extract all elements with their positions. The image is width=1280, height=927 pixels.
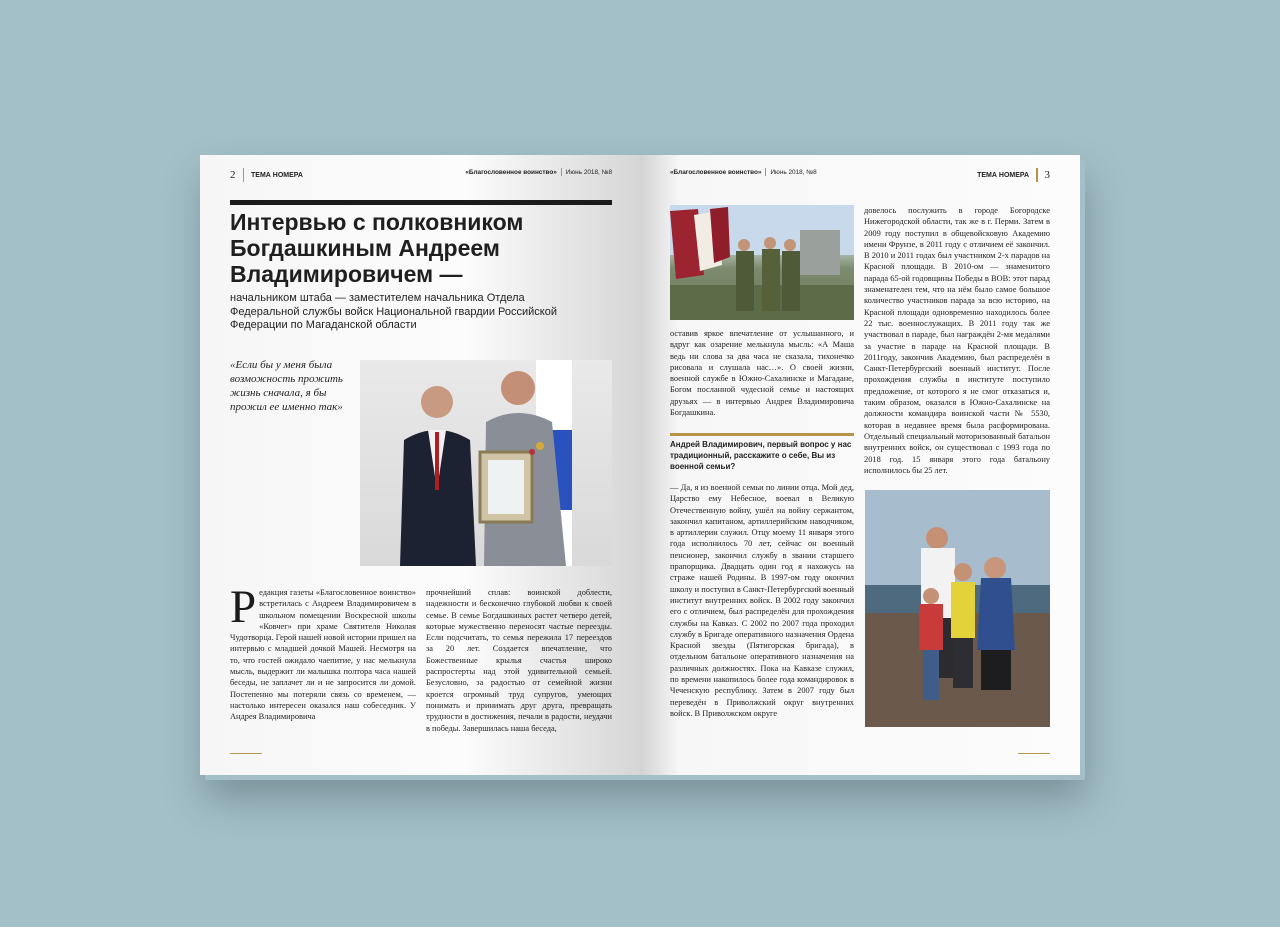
body-text: прочнейший сплав: воинской доблести, надежности и бесконечно глубокой любви к своей семье. В семье Богдашкиных растет четверо детей, которые мужественно переносят частые переезды. Если подсчитать, то семья пережила 17 переездов за 20 лет. Создается впечатление, что Божественные крылья счастья широко распростерты над этой удивительной семьей. Безусловно, за радостью от семейной жизни кроется огромный труд супругов, умеющих понимать и принимать друг друга, превращать трудности в достижения, печали в радости, неудачи в победы. Завершилась наша беседа,: [426, 588, 612, 733]
pull-quote: «Если бы у меня была возможность прожить жизнь сначала, я бы прожил ее именно так»: [230, 359, 343, 413]
right-column-2: [670, 482, 854, 719]
section-label: ТЕМА НОМЕРА: [977, 171, 1029, 179]
right-column-3: [864, 205, 1050, 476]
publication-name: «Благословенное воинство»: [670, 168, 762, 176]
body-text: оставив яркое впечатление от услышанного, и вдруг как озарение мелькнула мысль: «А Маша ведь ни слова за два часа не сказала, тихонечко рисовала и слушала нас…». О своей жизни, военной службе в Южно-Сахалинске и Магадане, Богом посланной чудесной семье и настоящих друзьях — в интервью Андрея Владимировича Богдашкина.: [670, 329, 854, 418]
title-bar: [230, 200, 612, 205]
body-text: довелось послужить в городе Богородске Нижегородской области, так же в г. Перми. Затем в 2009 году поступил в общевойсковую Академию имени Фрунзе, в 2011 году с отличием её закончил. В 2010 и 2011 годах был участником 2-х парадов на Красной площади. В 2010-ом — знаменитого парада 65-ой годовщины Победы в ВОВ: этот парад знаменателен тем, что на нём было самое большое количество участников парада за всю историю, на Красной площади одновременно находилось более 22 тыс. военнослужащих. В 2011 году так же участвовал в параде, был награждён 2-мя медалями за участие в параде на Красной площади. В 2011году, закончив Академию, был распределён в Санкт-Петербургский военный институт. После прохождения службы в институте поступило предложение, от которого я не смог отказаться и, таким образом, оказался в Южно-Сахалинске на должности командира воинской части № 5530, которая в недавнее время была расформирована. Отдельный специальный моторизованный батальон внутренних войск, он существовал с 1993 года по 2018 год. 15 января этого года батальону исполнилось бы 25 лет.: [864, 206, 1050, 475]
publication-name: «Благословенное воинство»: [465, 168, 557, 176]
left-header-publication: [465, 168, 612, 176]
footer-ornament: [230, 753, 262, 754]
parade-photo: [670, 205, 854, 320]
interview-question: Андрей Владимирович, первый вопрос у нас традиционный, расскажите о себе, Вы из военной семьи?: [670, 440, 852, 471]
drop-cap: Р: [230, 581, 257, 633]
body-text: — Да, я из военной семьи по линии отца. Мой дед, Царство ему Небесное, воевал в Великую Отечественную войну, ушёл на войну сержантом, закончил капитаном, артиллерийским наводчиком, в артиллерии служил. Отцу моему 11 января этого года исполнилось 70 лет, сейчас он военный пенсионер, закончил службу в звании старшего прапорщика. Двадцать один год я нахожусь на страже нашей Родины. В 1997-ом году окончил школу и поступил в Санкт-Петербургский военный институт внутренних войск. В 2002 году закончил его с отличием, был распределён для прохождения службы на Кавказ. С 2002 по 2007 года проходил службу в Бригаде оперативного назначения Ордена Красной звезды (Пятигорская бригада), в отдельном батальоне оперативного назначения на различных должностях. Пока на Кавказе служил, по времени накопилось более года командировок в Чеченскую республику. Затем в 2007 году был переведён в Приволжский округ внутренних войск. В Приволжском округе: [670, 483, 854, 718]
article-subtitle: начальником штаба — заместителем начальника Отдела Федеральной службы войск Национальной гвардии Российской Федерации по Магаданской области: [230, 292, 557, 331]
right-page: [640, 155, 1080, 775]
header-divider: [1036, 168, 1038, 182]
body-text: едакция газеты «Благословенное воинство» встретилась с Андреем Владимировичем в школьном помещении Воскресной школы «Ковчег» при храме Святителя Николая Чудотворца. Герой нашей новой истории пришел на интервью с младшей дочкой Машей. Несмотря на то, что гостей ожидало чаепитие, у нас мелькнула мысль, выдержит ли малышка полтора часа нашей беседы, не заплачет ли и не запросится ли домой. Постепенно мы потеряли связь со временем, — настолько интересен оказался наш собеседник. У Андрея Владимировича: [230, 588, 416, 722]
page-number: 3: [1044, 169, 1050, 181]
question-rule: [670, 433, 854, 436]
header-divider: [765, 168, 766, 176]
article-title: Интервью с полковником Богдашкиным Андреем Владимировичем —: [230, 209, 524, 287]
left-page: [200, 155, 640, 775]
right-header-publication: [670, 168, 817, 176]
issue-label: Июнь 2018, №8: [770, 168, 817, 176]
left-header: [230, 168, 303, 182]
header-divider: [243, 168, 245, 182]
left-column-1: [230, 581, 416, 723]
header-divider: [561, 168, 562, 176]
right-header: [977, 168, 1050, 182]
family-photo: [865, 490, 1050, 727]
award-photo: [360, 360, 612, 566]
footer-ornament: [1018, 753, 1050, 754]
page-number: 2: [230, 169, 236, 181]
section-label: ТЕМА НОМЕРА: [251, 171, 303, 179]
issue-label: Июнь 2018, №8: [565, 168, 612, 176]
right-column-1: [670, 328, 854, 418]
left-column-2: [426, 587, 612, 734]
